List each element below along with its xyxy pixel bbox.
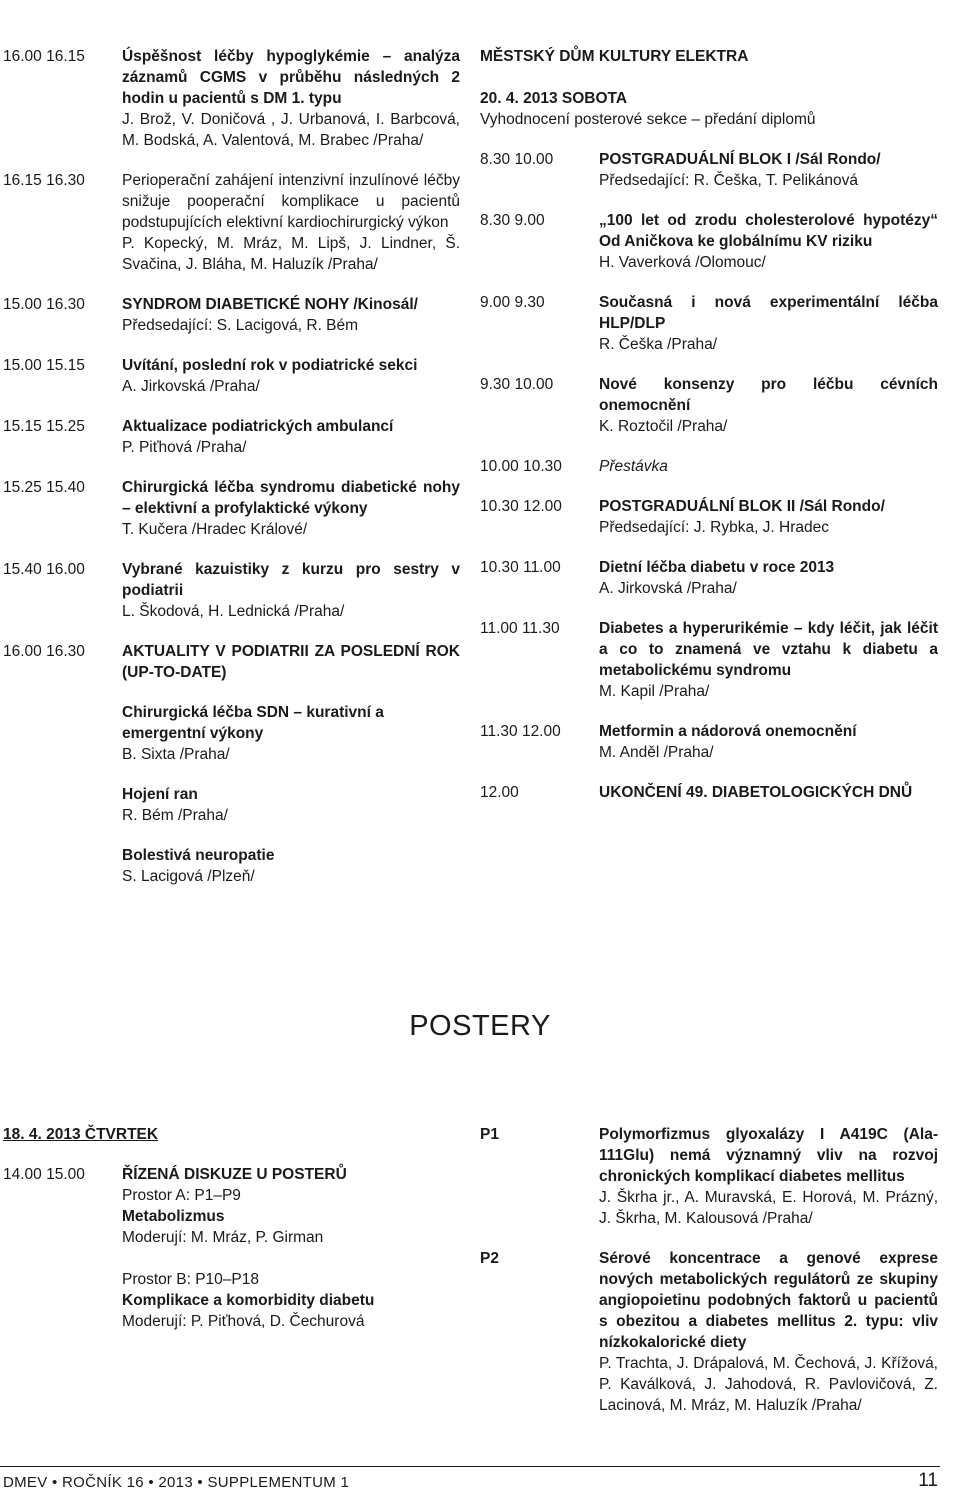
program-entry	[3, 170, 460, 275]
program-entry	[480, 618, 938, 702]
program-entry	[480, 210, 938, 273]
entry-time: 8.30 10.00	[480, 151, 554, 168]
entry-authors: A. Jirkovská /Praha/	[599, 580, 737, 597]
program-entry	[480, 292, 938, 355]
poster-date: 18. 4. 2013 ČTVRTEK	[3, 1126, 159, 1143]
entry-time: 10.00 10.30	[480, 458, 562, 475]
entry-title: AKTUALITY V PODIATRII ZA POSLEDNÍ ROK (UP-TO-DATE)	[122, 643, 460, 681]
entry-authors: R. Češka /Praha/	[599, 336, 718, 353]
entry-time: 9.30 10.00	[480, 376, 554, 393]
entry-authors: M. Anděl /Praha/	[599, 744, 714, 761]
sub-entry-authors: S. Lacigová /Plzeň/	[122, 868, 255, 885]
entry-title: Uvítání, poslední rok v podiatrické sekci	[122, 357, 418, 374]
entry-title: Úspěšnost léčby hypoglykémie – analýza záznamů CGMS v průběhu následných 2 hodin u pacientů s DM 1. typu	[122, 48, 460, 107]
entry-time: 15.25 15.40	[3, 479, 85, 496]
poster-id: P1	[480, 1126, 499, 1143]
poster-item	[480, 1248, 938, 1416]
entry-time: 12.00	[480, 784, 519, 801]
day-heading: 20. 4. 2013 SOBOTA	[480, 90, 628, 107]
footer-text: DMEV • ROČNÍK 16 • 2013 • SUPPLEMENTUM 1	[3, 1474, 350, 1491]
entry-time: 15.00 15.15	[3, 357, 85, 374]
entry-title: Současná i nová experimentální léčba HLP/DLP	[599, 294, 938, 332]
entry-time: 16.00 16.15	[3, 48, 85, 65]
program-entry	[3, 641, 460, 683]
program-entry	[480, 496, 938, 538]
footer-rule	[0, 1466, 940, 1467]
room-a-topic: Metabolizmus	[122, 1208, 225, 1225]
entry-authors: P. Kopecký, M. Mráz, M. Lipš, J. Lindner, Š. Svačina, J. Bláha, M. Haluzík /Praha/	[122, 235, 460, 273]
entry-title: „100 let od zrodu cholesterolové hypotézy“ Od Aničkova ke globálnímu KV riziku	[599, 212, 938, 250]
entry-authors: Předsedající: S. Lacigová, R. Bém	[122, 317, 359, 334]
entry-time: 15.15 15.25	[3, 418, 85, 435]
entry-time: 11.30 12.00	[480, 723, 561, 740]
entry-time: 8.30 9.00	[480, 212, 545, 229]
entry-authors: P. Piťhová /Praha/	[122, 439, 247, 456]
right-column	[480, 46, 938, 822]
sub-entry-title: Chirurgická léčba SDN – kurativní a emergentní výkony	[122, 704, 384, 742]
entry-authors: J. Brož, V. Doničová , J. Urbanová, I. Barbcová, M. Bodská, A. Valentová, M. Brabec /Praha/	[122, 111, 460, 149]
entry-authors: T. Kučera /Hradec Králové/	[122, 521, 308, 538]
poster-title: Sérové koncentrace a genové exprese nových metabolických regulátorů ze skupiny angiopoietinu podobných faktorů u pacientů s obezitou a diabetes mellitus 2. typu: vliv nízkokalorické diety	[599, 1250, 938, 1351]
poster-authors: J. Škrha jr., A. Muravská, E. Horová, M. Prázný, J. Škrha, M. Kalousová /Praha/	[599, 1189, 938, 1227]
poster-id: P2	[480, 1250, 499, 1267]
program-entry	[480, 456, 938, 477]
poster-authors: P. Trachta, J. Drápalová, M. Čechová, J. Křížová, P. Kaválková, J. Jahodová, R. Pavlovičová, Z. Lacinová, M. Mráz, M. Haluzík /Praha/	[599, 1355, 938, 1414]
entry-title: Nové konsenzy pro léčbu cévních onemocnění	[599, 376, 938, 414]
program-entry	[3, 46, 460, 151]
poster-list	[480, 1124, 938, 1435]
program-entry	[480, 721, 938, 763]
entry-title: POSTGRADUÁLNÍ BLOK II /Sál Rondo/	[599, 498, 885, 515]
entry-title: Vybrané kazuistiky z kurzu pro sestry v podiatrii	[122, 561, 460, 599]
poster-title: Polymorfizmus glyoxalázy I A419C (Ala-111Glu) nemá významný vliv na rozvoj chronických komplikací diabetes mellitus	[599, 1126, 938, 1185]
room-b-topic: Komplikace a komorbidity diabetu	[122, 1292, 375, 1309]
sub-entry	[122, 784, 460, 826]
page-number: 11	[918, 1470, 938, 1491]
left-sub-program-list	[3, 702, 460, 887]
room-b: Prostor B: P10–P18	[122, 1271, 259, 1288]
sub-entry-authors: B. Sixta /Praha/	[122, 746, 230, 763]
entry-time: 11.00 11.30	[480, 620, 560, 637]
entry-title: UKONČENÍ 49. DIABETOLOGICKÝCH DNŮ	[599, 784, 913, 801]
program-entry	[3, 355, 460, 397]
room-a-moderators: Moderují: M. Mráz, P. Girman	[122, 1229, 324, 1246]
entry-title: SYNDROM DIABETICKÉ NOHY /Kinosál/	[122, 296, 418, 313]
program-entry	[480, 557, 938, 599]
entry-time: 9.00 9.30	[480, 294, 545, 311]
left-program-list	[3, 46, 460, 683]
program-entry	[480, 782, 938, 803]
day-note: Vyhodnocení posterové sekce – předání diplomů	[480, 111, 816, 128]
entry-authors: Předsedající: R. Češka, T. Pelikánová	[599, 172, 859, 189]
entry-authors: M. Kapil /Praha/	[599, 683, 710, 700]
entry-time: 16.00 16.30	[3, 643, 85, 660]
sub-entry	[122, 845, 460, 887]
postery-heading: POSTERY	[409, 1010, 551, 1042]
venue-heading: MĚSTSKÝ DŮM KULTURY ELEKTRA	[480, 48, 749, 65]
entry-time: 10.30 11.00	[480, 559, 561, 576]
entry-authors: K. Roztočil /Praha/	[599, 418, 728, 435]
entry-title: Perioperační zahájení intenzivní inzulínové léčby snižuje pooperační komplikace u pacientů podstupujících elektivní kardiochirurgický výkon	[122, 172, 460, 231]
poster-session-info	[3, 1124, 460, 1332]
entry-title: Dietní léčba diabetu v roce 2013	[599, 559, 835, 576]
sub-entry-authors: R. Bém /Praha/	[122, 807, 228, 824]
sub-entry	[122, 702, 460, 765]
poster-session-title: ŘÍZENÁ DISKUZE U POSTERŮ	[122, 1166, 347, 1183]
program-entry	[480, 149, 938, 191]
program-entry	[3, 294, 460, 336]
program-entry	[480, 374, 938, 437]
entry-title: Diabetes a hyperurikémie – kdy léčit, jak léčit a co to znamená ve vztahu k diabetu a metabolickému syndromu	[599, 620, 938, 679]
sub-entry-title: Bolestivá neuropatie	[122, 847, 275, 864]
entry-time: 15.40 16.00	[3, 561, 85, 578]
entry-time: 10.30 12.00	[480, 498, 562, 515]
entry-authors: H. Vaverková /Olomouc/	[599, 254, 766, 271]
sub-entry-title: Hojení ran	[122, 786, 198, 803]
program-entry	[3, 416, 460, 458]
entry-title: Přestávka	[599, 458, 668, 475]
entry-time: 16.15 16.30	[3, 172, 85, 189]
poster-session	[3, 1164, 460, 1332]
room-a: Prostor A: P1–P9	[122, 1187, 241, 1204]
left-column	[3, 46, 460, 906]
program-entry	[3, 559, 460, 622]
room-b-moderators: Moderují: P. Piťhová, D. Čechurová	[122, 1313, 365, 1330]
program-entry	[3, 477, 460, 540]
entry-authors: L. Škodová, H. Lednická /Praha/	[122, 603, 345, 620]
entry-title: POSTGRADUÁLNÍ BLOK I /Sál Rondo/	[599, 151, 881, 168]
entry-time: 15.00 16.30	[3, 296, 85, 313]
entry-authors: Předsedající: J. Rybka, J. Hradec	[599, 519, 830, 536]
entry-title: Aktualizace podiatrických ambulancí	[122, 418, 394, 435]
poster-session-time: 14.00 15.00	[3, 1166, 85, 1183]
poster-item	[480, 1124, 938, 1229]
entry-title: Chirurgická léčba syndromu diabetické nohy – elektivní a profylaktické výkony	[122, 479, 460, 517]
right-program-list	[480, 149, 938, 803]
entry-authors: A. Jirkovská /Praha/	[122, 378, 260, 395]
entry-title: Metformin a nádorová onemocnění	[599, 723, 857, 740]
